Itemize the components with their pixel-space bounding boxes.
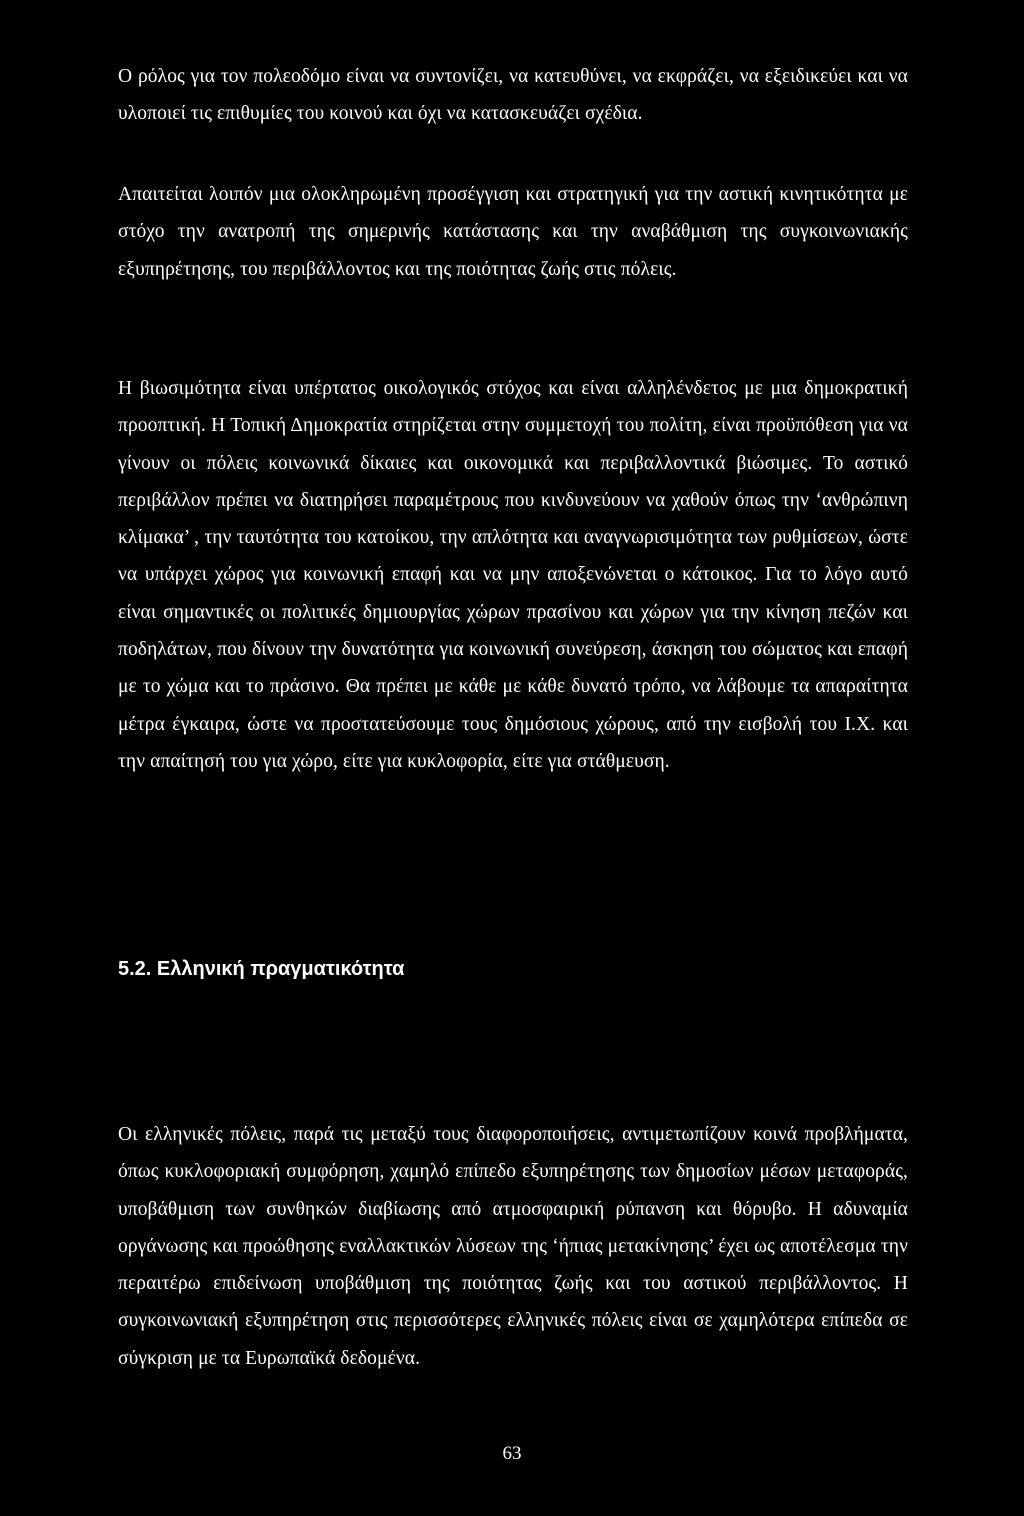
paragraph-planner-role: Ο ρόλος για τον πολεοδόμο είναι να συντονίζει, να κατευθύνει, να εκφράζει, να εξειδικεύει και να υλοποιεί τις επιθυμίες του κοινού και όχι να κατασκευάζει σχέδια. bbox=[118, 66, 908, 125]
page-number: 63 bbox=[502, 1443, 522, 1464]
paragraph-urban-mobility: Απαιτείται λοιπόν μια ολοκληρωμένη προσέγγιση και στρατηγική για την αστική κινητικότητα με στόχο την ανατροπή της σημερινής κατάστασης και την αναβάθμιση της συγκοινωνιακής εξυπηρέτησης, του περιβάλλοντος και της ποιότητας ζωής στις πόλεις. bbox=[118, 184, 908, 280]
paragraph-sustainability: Η βιωσιμότητα είναι υπέρτατος οικολογικός στόχος και είναι αλληλένδετος με μια δημοκρατική προοπτική. Η Τοπική Δημοκρατία στηρίζεται στην συμμετοχή του πολίτη, είναι προϋπόθεση για να γίνουν οι πόλεις κοινωνικά δίκαιες και οικονομικά και περιβαλλοντικά βιώσιμες. Το αστικό περιβάλλον πρέπει να διατηρήσει παραμέτρους που κινδυνεύουν να χαθούν όπως την ‘ανθρώπινη κλίμακα’ , την ταυτότητα του κατοίκου, την απλότητα και αναγνωρισιμότητα των ρυθμίσεων, ώστε να υπάρχει χώρος για κοινωνική επαφή και να μην αποξενώνεται ο κάτοικος. Για το λόγο αυτό είναι σημαντικές οι πολιτικές δημιουργίας χώρων πρασίνου και χώρων για την κίνηση πεζών και ποδηλάτων, που δίνουν την δυνατότητα για κοινωνική συνεύρεση, άσκηση του σώματος και επαφή με το χώμα και το πράσινο. Θα πρέπει με κάθε με κάθε δυνατό τρόπο, να λάβουμε τα απαραίτητα μέτρα έγκαιρα, ώστε να προστατεύσουμε τους δημόσιους χώρους, από την εισβολή του Ι.Χ. και την απαίτησή του για χώρο, είτε για κυκλοφορία, είτε για στάθμευση. bbox=[118, 378, 908, 772]
paragraph-greek-cities: Οι ελληνικές πόλεις, παρά τις μεταξύ τους διαφοροποιήσεις, αντιμετωπίζουν κοινά προβλήματα, όπως κυκλοφοριακή συμφόρηση, χαμηλό επίπεδο εξυπηρέτησης των δημοσίων μέσων μεταφοράς, υποβάθμιση των συνθηκών διαβίωσης από ατμοσφαιρική ρύπανση και θόρυβο. Η αδυναμία οργάνωσης και προώθησης εναλλακτικών λύσεων της ‘ήπιας μετακίνησης’ έχει ως αποτέλεσμα την περαιτέρω επιδείνωση υποβάθμιση της ποιότητας ζωής και του αστικού περιβάλλοντος. Η συγκοινωνιακή εξυπηρέτηση στις περισσότερες ελληνικές πόλεις είναι σε χαμηλότερα επίπεδα σε σύγκριση με τα Ευρωπαϊκά δεδομένα. bbox=[118, 1124, 908, 1369]
section-heading: 5.2. Ελληνική πραγματικότητα bbox=[118, 958, 405, 980]
